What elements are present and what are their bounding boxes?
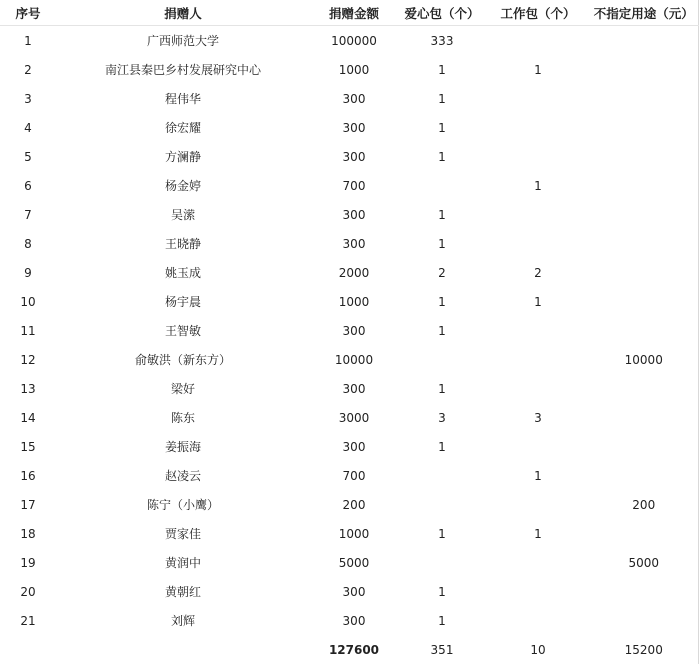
cell-amount: 300 (342, 613, 366, 628)
cell-unrestricted (590, 84, 698, 113)
cell-donor: 王晓静 (164, 237, 201, 251)
table-row (0, 113, 698, 142)
cell-work-pack (486, 345, 590, 374)
cell-love-pack (398, 548, 486, 577)
cell-donor: 王智敏 (164, 324, 201, 338)
cell-work-pack (486, 200, 590, 229)
table-row (0, 200, 698, 229)
cell-amount: 1000 (338, 62, 370, 77)
table-row (0, 432, 698, 461)
cell-amount: 300 (342, 120, 366, 135)
cell-unrestricted (590, 606, 698, 635)
cell-work-pack (486, 26, 590, 56)
cell-donor: 姚玉成 (164, 266, 201, 280)
total-amount: 127600 (328, 642, 380, 657)
cell-work-pack (486, 84, 590, 113)
cell-love-pack: 1 (438, 584, 446, 599)
cell-unrestricted (590, 171, 698, 200)
cell-unrestricted (590, 229, 698, 258)
cell-work-pack (486, 316, 590, 345)
cell-love-pack: 1 (438, 381, 446, 396)
table-body (0, 26, 698, 636)
cell-work-pack (486, 113, 590, 142)
cell-index: 21 (20, 613, 36, 628)
cell-unrestricted (590, 374, 698, 403)
total-donor (56, 635, 310, 664)
cell-amount: 700 (342, 178, 366, 193)
cell-love-pack: 1 (438, 120, 446, 135)
cell-amount: 10000 (334, 352, 374, 367)
header-row (0, 0, 698, 26)
cell-love-pack: 1 (438, 149, 446, 164)
cell-love-pack: 1 (438, 62, 446, 77)
cell-donor: 徐宏耀 (164, 121, 201, 135)
cell-donor: 广西师范大学 (146, 34, 219, 48)
cell-amount: 300 (342, 439, 366, 454)
cell-amount: 700 (342, 468, 366, 483)
cell-work-pack (486, 490, 590, 519)
cell-work-pack: 2 (534, 265, 542, 280)
totals-row (0, 635, 698, 664)
cell-work-pack (486, 229, 590, 258)
cell-index: 17 (20, 497, 36, 512)
cell-amount: 200 (342, 497, 366, 512)
cell-work-pack: 1 (534, 62, 542, 77)
table-row (0, 374, 698, 403)
cell-donor: 杨宇晨 (164, 295, 201, 309)
table-row (0, 461, 698, 490)
cell-unrestricted (590, 519, 698, 548)
cell-work-pack: 1 (534, 178, 542, 193)
header-donor: 捐赠人 (56, 0, 310, 26)
cell-unrestricted (590, 113, 698, 142)
cell-love-pack: 1 (438, 439, 446, 454)
cell-love-pack (398, 171, 486, 200)
cell-unrestricted: 5000 (628, 555, 660, 570)
cell-index: 3 (24, 91, 32, 106)
table-row (0, 287, 698, 316)
cell-index: 18 (20, 526, 36, 541)
header-work-pack: 工作包（个） (486, 0, 590, 26)
cell-donor: 陈宁（小鹰） (146, 498, 219, 512)
cell-amount: 1000 (338, 526, 370, 541)
cell-index: 9 (24, 265, 32, 280)
cell-donor: 杨金婷 (164, 179, 201, 193)
table-row (0, 229, 698, 258)
cell-work-pack: 3 (534, 410, 542, 425)
table-row (0, 577, 698, 606)
cell-unrestricted: 200 (632, 497, 656, 512)
table-row (0, 490, 698, 519)
cell-unrestricted: 10000 (624, 352, 663, 367)
table-row (0, 171, 698, 200)
cell-donor: 吴潆 (170, 208, 195, 222)
cell-donor: 陈东 (170, 411, 195, 425)
cell-amount: 300 (342, 584, 366, 599)
cell-unrestricted (590, 432, 698, 461)
cell-work-pack (486, 374, 590, 403)
cell-donor: 方澜静 (164, 150, 201, 164)
cell-unrestricted (590, 287, 698, 316)
cell-donor: 黄朝红 (164, 585, 201, 599)
cell-index: 19 (20, 555, 36, 570)
cell-love-pack: 1 (438, 236, 446, 251)
cell-love-pack: 333 (430, 33, 454, 48)
cell-index: 4 (24, 120, 32, 135)
cell-amount: 300 (342, 91, 366, 106)
table-row (0, 519, 698, 548)
header-unrestricted: 不指定用途（元） (590, 0, 698, 26)
cell-work-pack: 1 (534, 294, 542, 309)
table-row (0, 316, 698, 345)
cell-donor: 姜振海 (164, 440, 201, 454)
cell-work-pack (486, 432, 590, 461)
cell-index: 12 (20, 352, 36, 367)
header-love-pack: 爱心包（个） (398, 0, 486, 26)
cell-amount: 5000 (338, 555, 370, 570)
cell-unrestricted (590, 55, 698, 84)
cell-amount: 300 (342, 149, 366, 164)
cell-amount: 300 (342, 323, 366, 338)
table-row (0, 26, 698, 56)
cell-amount: 100000 (331, 33, 377, 48)
total-work-pack: 10 (530, 642, 546, 657)
cell-work-pack: 1 (534, 468, 542, 483)
cell-love-pack: 1 (438, 613, 446, 628)
total-index (0, 635, 56, 664)
table-row (0, 606, 698, 635)
cell-donor: 梁好 (170, 382, 195, 396)
cell-love-pack: 1 (438, 294, 446, 309)
cell-amount: 300 (342, 381, 366, 396)
cell-donor: 贾家佳 (164, 527, 201, 541)
header-index: 序号 (0, 0, 56, 26)
cell-index: 14 (20, 410, 36, 425)
cell-work-pack (486, 548, 590, 577)
cell-love-pack: 1 (438, 91, 446, 106)
cell-amount: 1000 (338, 294, 370, 309)
cell-love-pack: 2 (438, 265, 446, 280)
cell-unrestricted (590, 461, 698, 490)
cell-love-pack (398, 490, 486, 519)
cell-index: 13 (20, 381, 36, 396)
table-row (0, 84, 698, 113)
cell-index: 5 (24, 149, 32, 164)
cell-donor: 刘辉 (170, 614, 195, 628)
table-row (0, 55, 698, 84)
cell-donor: 程伟华 (164, 92, 201, 106)
cell-love-pack: 1 (438, 207, 446, 222)
table-row (0, 548, 698, 577)
cell-love-pack: 1 (438, 323, 446, 338)
cell-unrestricted (590, 258, 698, 287)
cell-work-pack (486, 142, 590, 171)
cell-index: 1 (24, 33, 32, 48)
cell-donor: 黄润中 (164, 556, 201, 570)
cell-index: 20 (20, 584, 36, 599)
cell-work-pack (486, 577, 590, 606)
cell-work-pack: 1 (534, 526, 542, 541)
cell-index: 7 (24, 207, 32, 222)
table-row (0, 345, 698, 374)
cell-love-pack: 1 (438, 526, 446, 541)
table-row (0, 403, 698, 432)
cell-index: 2 (24, 62, 32, 77)
cell-donor: 赵凌云 (164, 469, 201, 483)
cell-amount: 2000 (338, 265, 370, 280)
cell-unrestricted (590, 316, 698, 345)
cell-amount: 300 (342, 236, 366, 251)
cell-index: 6 (24, 178, 32, 193)
table-row (0, 258, 698, 287)
cell-donor: 南江县秦巴乡村发展研究中心 (104, 63, 261, 77)
header-amount: 捐赠金额 (310, 0, 398, 26)
cell-unrestricted (590, 200, 698, 229)
cell-love-pack: 3 (438, 410, 446, 425)
cell-amount: 300 (342, 207, 366, 222)
cell-donor: 俞敏洪（新东方） (134, 353, 231, 367)
table-row (0, 142, 698, 171)
cell-index: 8 (24, 236, 32, 251)
cell-work-pack (486, 606, 590, 635)
total-love-pack: 351 (430, 642, 454, 657)
cell-index: 15 (20, 439, 36, 454)
cell-index: 16 (20, 468, 36, 483)
cell-amount: 3000 (338, 410, 370, 425)
cell-love-pack (398, 345, 486, 374)
cell-index: 10 (20, 294, 36, 309)
cell-unrestricted (590, 142, 698, 171)
cell-index: 11 (20, 323, 36, 338)
cell-unrestricted (590, 403, 698, 432)
cell-love-pack (398, 461, 486, 490)
cell-unrestricted (590, 577, 698, 606)
total-unrestricted: 15200 (624, 642, 663, 657)
cell-unrestricted (590, 26, 698, 56)
